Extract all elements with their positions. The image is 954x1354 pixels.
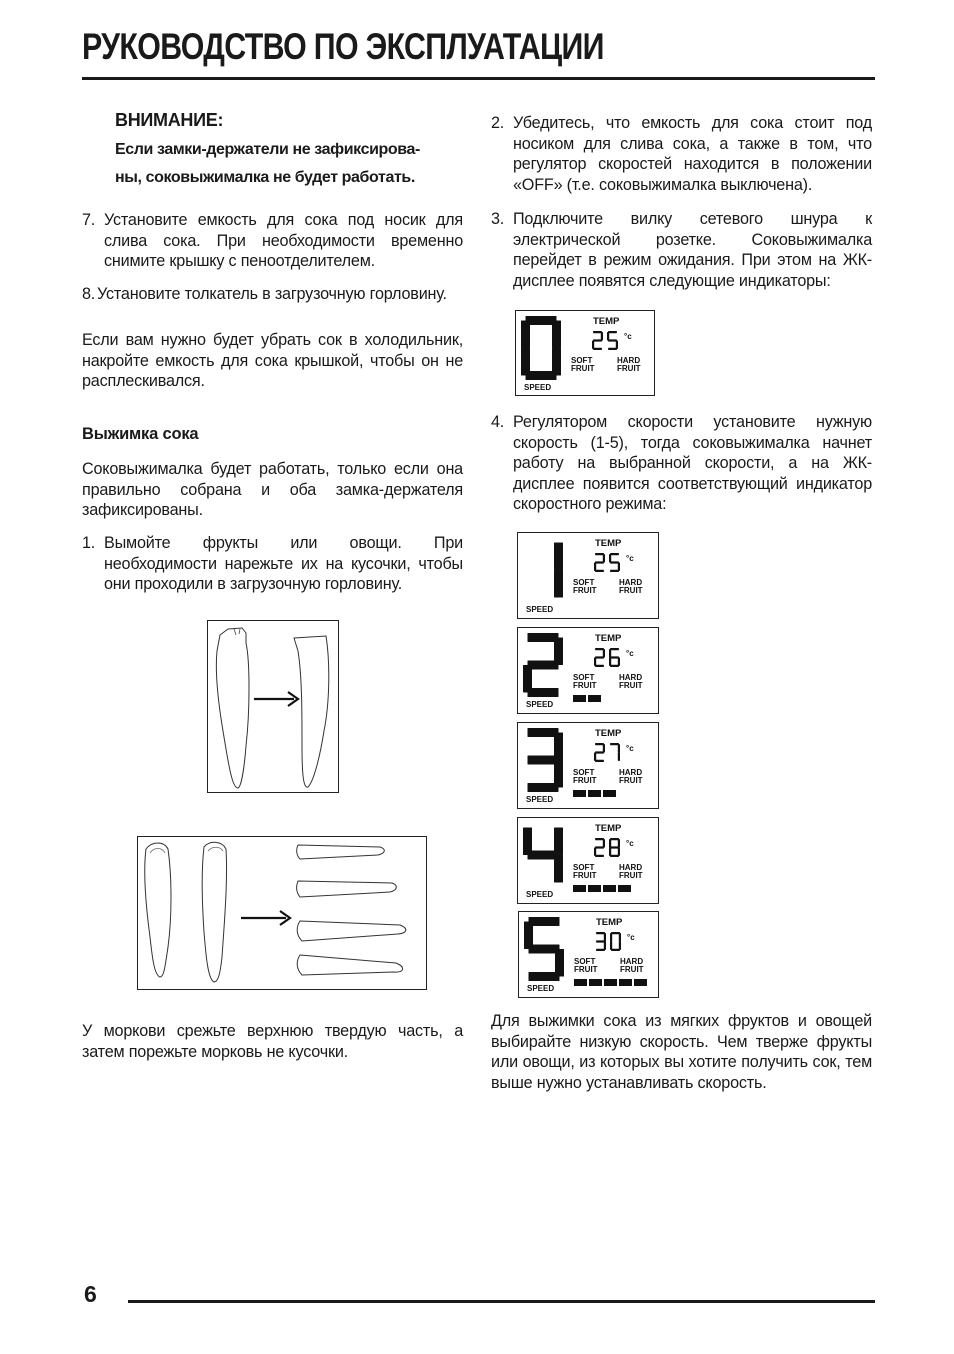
lcd-temp-digit (609, 648, 620, 667)
lcd-temp-label: TEMP (595, 538, 622, 549)
step-7-number: 7. (82, 211, 96, 229)
warning-text-line2: ны, соковыжималка не будет работать. (115, 169, 415, 186)
lcd-speed-bar (619, 979, 632, 986)
lcd-soft-label: SOFT (571, 356, 593, 365)
step-8-text: Установите толкатель в загрузочную горловину. (97, 285, 447, 303)
lcd-soft-fruit-label: FRUIT (573, 776, 597, 785)
carrot-note: У моркови срежьте верхнюю твердую часть, а затем порежьте морковь не кусочки. (82, 1022, 463, 1061)
lcd-temp-digit (607, 331, 618, 350)
juicing-heading: Выжимка сока (82, 425, 199, 443)
step-4 (491, 412, 872, 515)
lcd-temp-unit: °c (626, 839, 634, 848)
lcd-speed-digit (524, 917, 564, 981)
lcd-soft-fruit-label: FRUIT (573, 681, 597, 690)
step-2-number: 2. (491, 114, 505, 132)
lcd-speed-label: SPEED (527, 984, 555, 993)
lcd-soft-fruit-label: FRUIT (573, 586, 597, 595)
carrot-piece-icon (297, 881, 397, 897)
lcd-temp-digit (596, 932, 606, 951)
lcd-speed-bar (589, 979, 602, 986)
lcd-soft-label: SOFT (573, 863, 595, 872)
lcd-speed-bar (574, 979, 587, 986)
lcd-speed-bar (573, 885, 586, 892)
lcd-hard-fruit-label: FRUIT (620, 965, 644, 974)
lcd-hard-label: HARD (619, 673, 643, 682)
lcd-temp-unit: °c (626, 744, 634, 753)
lcd-temp-label: TEMP (596, 917, 623, 928)
lcd-temp-unit: °c (626, 649, 634, 658)
lcd-hard-label: HARD (619, 768, 643, 777)
step-1-text: Вымойте фрукты или овощи. При необходимости нарежьте их на кусочки, чтобы они проходили в загрузочную горловину. (104, 534, 463, 593)
lcd-temp-digit (594, 553, 605, 572)
carrot-trim-figure (207, 620, 339, 793)
lcd-soft-fruit-label: FRUIT (573, 871, 597, 880)
lcd-speed-digit (523, 828, 563, 883)
lcd-soft-fruit-label: FRUIT (574, 965, 598, 974)
lcd-display-speed-1 (517, 532, 659, 619)
carrot-piece-icon (297, 845, 385, 859)
carrot-half-left-icon (145, 843, 171, 977)
step-3 (491, 209, 872, 291)
lcd-hard-fruit-label: FRUIT (619, 586, 643, 595)
lcd-speed-bar (604, 979, 617, 986)
step-2-text: Убедитесь, что емкость для сока стоит под носиком для слива сока, а также в том, что регулятор скоростей находится в положении «OFF» (т.е. соковыжималка выключена). (513, 114, 872, 194)
lcd-speed-bar (634, 979, 647, 986)
step-2 (491, 113, 872, 195)
lcd-temp-digit (610, 932, 621, 951)
page-number: 6 (84, 1281, 97, 1307)
header-rule (82, 77, 875, 80)
lcd-soft-label: SOFT (573, 768, 595, 777)
lcd-speed-bar (588, 885, 601, 892)
lcd-temp-digit (594, 648, 605, 667)
lcd-speed-label: SPEED (526, 795, 554, 804)
carrot-cut-figure (137, 836, 427, 990)
fridge-note: Если вам нужно будет убрать сок в холодильник, накройте емкость для сока крышкой, чтобы он не расплескивался. (82, 331, 463, 390)
lcd-display-speed-5 (518, 911, 659, 998)
step-4-number: 4. (491, 413, 505, 431)
lcd-temp-digit (609, 553, 620, 572)
juicing-intro: Соковыжималка будет работать, только если она правильно собрана и оба замка-держателя зафиксированы. (82, 460, 463, 519)
lcd-temp-label: TEMP (595, 728, 622, 739)
lcd-temp-label: TEMP (593, 316, 620, 327)
step-4-text: Регулятором скорости установите нужную скорость (1-5), тогда соковыжималка начнет работу на выбранной скорости, а на ЖК-дисплее появится соответствующий индикатор скоростного режима: (513, 413, 872, 513)
step-1 (82, 533, 463, 595)
lcd-temp-digit (594, 743, 605, 762)
step-3-text: Подключите вилку сетевого шнура к электрической розетке. Соковыжималка перейдет в режим ожидания. При этом на ЖК-дисплее появятся следующие индикаторы: (513, 210, 872, 290)
lcd-hard-fruit-label: FRUIT (619, 871, 643, 880)
footer-rule (128, 1300, 875, 1303)
lcd-speed-bar (603, 885, 616, 892)
lcd-hard-label: HARD (619, 863, 643, 872)
lcd-soft-label: SOFT (574, 957, 596, 966)
lcd-display-speed-2 (517, 627, 659, 714)
step-8-number: 8. (82, 285, 96, 303)
lcd-speed-bar (618, 885, 631, 892)
lcd-hard-label: HARD (620, 957, 644, 966)
lcd-temp-unit: °c (624, 332, 632, 341)
step-8 (82, 284, 463, 305)
lcd-display-speed-4 (517, 817, 659, 904)
lcd-temp-digit (594, 838, 605, 857)
lcd-speed-digit (521, 316, 561, 380)
lcd-hard-fruit-label: FRUIT (619, 681, 643, 690)
lcd-hard-fruit-label: FRUIT (619, 776, 643, 785)
lcd-speed-digit (528, 728, 564, 792)
step-7-text: Установите емкость для сока под носик для слива сока. При необходимости временно снимите крышку с пеноотделителем. (104, 211, 463, 270)
lcd-speed-label: SPEED (524, 383, 552, 392)
lcd-soft-label: SOFT (573, 578, 595, 587)
step-7 (82, 210, 463, 272)
page-title: РУКОВОДСТВО ПО ЭКСПЛУАТАЦИИ (82, 26, 604, 67)
lcd-speed-bar (588, 695, 601, 702)
lcd-hard-fruit-label: FRUIT (617, 364, 641, 373)
lcd-temp-unit: °c (626, 554, 634, 563)
arrow-right-icon (254, 692, 298, 706)
lcd-speed-bar (603, 790, 616, 797)
lcd-temp-digit (609, 838, 620, 857)
lcd-speed-digit (554, 543, 563, 598)
lcd-temp-label: TEMP (595, 823, 622, 834)
lcd-speed-label: SPEED (526, 605, 554, 614)
lcd-temp-digit (610, 743, 620, 761)
step-1-number: 1. (82, 534, 96, 552)
lcd-speed-label: SPEED (526, 700, 554, 709)
trimmed-carrot-icon (294, 636, 329, 787)
lcd-display-standby (515, 310, 655, 396)
lcd-display-speed-3 (517, 722, 659, 809)
carrot-piece-icon (297, 921, 406, 941)
carrot-piece-icon (297, 955, 402, 975)
lcd-speed-bar (573, 790, 586, 797)
arrow-right-icon (241, 911, 290, 925)
lcd-temp-label: TEMP (595, 633, 622, 644)
lcd-temp-digit (592, 331, 603, 350)
lcd-hard-label: HARD (617, 356, 641, 365)
whole-carrot-icon (216, 628, 249, 788)
warning-text-line1: Если замки-держатели не зафиксирова- (115, 141, 420, 158)
lcd-soft-fruit-label: FRUIT (571, 364, 595, 373)
closing-note: Для выжимки сока из мягких фруктов и овощей выбирайте низкую скорость. Чем тверже фрукты или овощи, из которых вы хотите получить сок, тем выше нужно устанавливать скорость. (491, 1012, 872, 1092)
carrot-half-right-icon (202, 842, 226, 982)
lcd-speed-label: SPEED (526, 890, 554, 899)
warning-heading: ВНИМАНИЕ: (115, 110, 224, 130)
lcd-speed-digit (523, 633, 563, 697)
lcd-speed-bar (588, 790, 601, 797)
step-3-number: 3. (491, 210, 505, 228)
lcd-temp-unit: °c (627, 933, 635, 942)
lcd-speed-bar (573, 695, 586, 702)
lcd-hard-label: HARD (619, 578, 643, 587)
lcd-soft-label: SOFT (573, 673, 595, 682)
